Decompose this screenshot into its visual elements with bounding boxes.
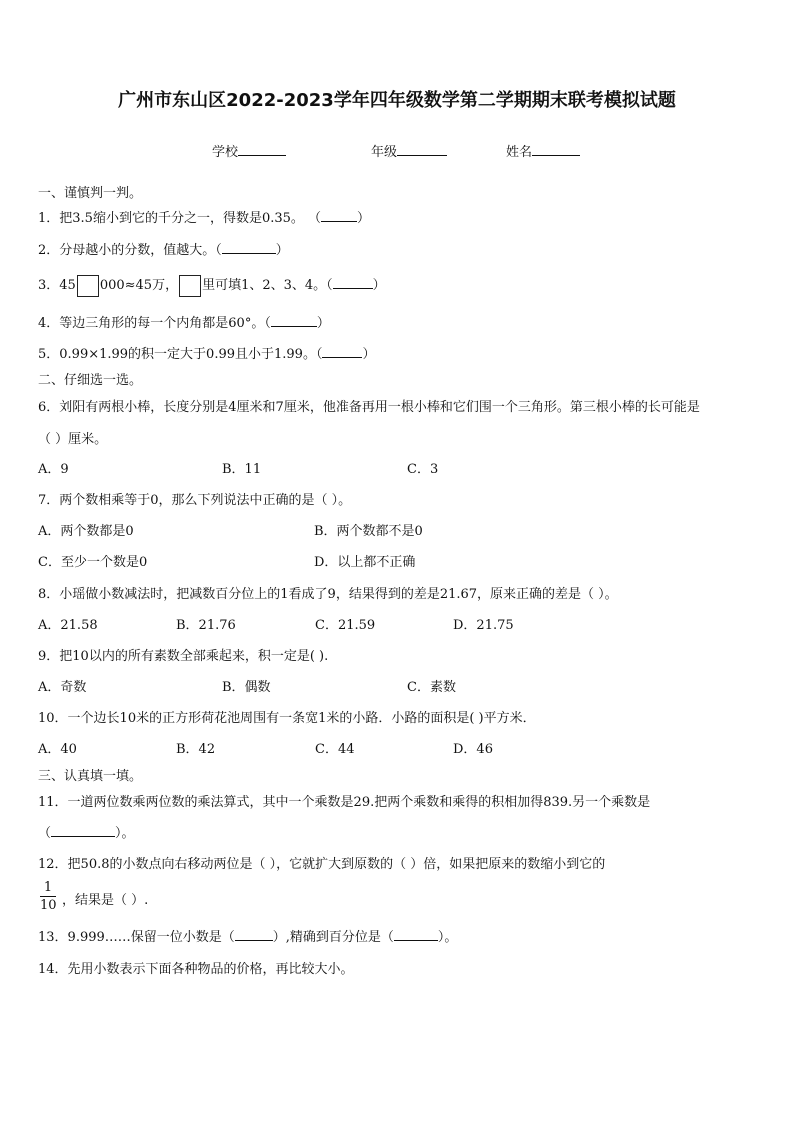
school-field <box>212 141 286 160</box>
section-3-heading: 三、认真填一填。 <box>38 769 143 784</box>
question-11-close: ）。 <box>115 826 135 841</box>
answer-blank <box>51 824 115 837</box>
question-9-option-a: A．奇数 <box>38 680 87 695</box>
question-6-option-c: C．3 <box>407 462 439 477</box>
digit-box <box>179 275 201 297</box>
question-6-stem-2: （ ）厘米。 <box>38 432 108 447</box>
answer-blank <box>394 928 438 941</box>
question-3-part4: ） <box>372 278 386 293</box>
question-6-option-a: A．9 <box>38 462 69 477</box>
question-1 <box>38 207 370 226</box>
question-9-option-c: C．素数 <box>407 680 456 695</box>
question-5-end: ） <box>362 347 376 362</box>
question-2-text: 2．分母越小的分数，值越大。（ <box>38 243 222 258</box>
question-4-text: 4．等边三角形的每一个内角都是60°。（ <box>38 316 271 331</box>
question-10-stem: 10．一个边长10米的正方形荷花池周围有一条宽1米的小路．小路的面积是( )平方米． <box>38 711 536 726</box>
question-11-open: （ <box>38 826 52 841</box>
answer-blank <box>235 928 273 941</box>
question-12-stem: 12．把50.8的小数点向右移动两位是（ ），它就扩大到原数的（ ）倍，如果把原来的数缩小到它的 <box>38 857 606 872</box>
question-8-option-c: C．21.59 <box>315 618 376 633</box>
name-label: 姓名 <box>506 145 533 160</box>
section-1-heading: 一、谨慎判一判。 <box>38 186 143 201</box>
question-3 <box>38 274 386 297</box>
question-14: 14．先用小数表示下面各种物品的价格，再比较大小。 <box>38 962 354 977</box>
question-9-stem: 9．把10以内的所有素数全部乘起来，积一定是( ). <box>38 649 329 664</box>
question-3-part2: 000≈45万， <box>99 278 179 293</box>
question-4-end: ） <box>316 316 330 331</box>
question-9-option-b: B．偶数 <box>222 680 271 695</box>
fraction-denominator: 10 <box>40 898 57 913</box>
grade-blank <box>397 143 447 156</box>
grade-label: 年级 <box>371 145 398 160</box>
question-7-option-c: C．至少一个数是0 <box>38 555 148 570</box>
question-6-option-b: B．11 <box>222 462 262 477</box>
question-12-stem-2: ，结果是（ ）. <box>62 893 149 908</box>
question-7-option-a: A．两个数都是0 <box>38 524 134 539</box>
question-8-option-a: A．21.58 <box>38 618 98 633</box>
question-10-option-a: A．40 <box>38 742 77 757</box>
question-13-part3: ）。 <box>437 930 458 945</box>
fraction-bar <box>40 896 56 897</box>
question-7-stem: 7．两个数相乘等于0，那么下列说法中正确的是（ ）。 <box>38 493 352 508</box>
question-2 <box>38 239 289 258</box>
fraction-one-tenth <box>40 880 56 913</box>
question-8-stem: 8．小瑶做小数减法时，把减数百分位上的1看成了9，结果得到的差是21.67，原来正确的差是（ ）。 <box>38 587 618 602</box>
school-label: 学校 <box>212 145 239 160</box>
question-8-option-d: D．21.75 <box>453 618 514 633</box>
question-10-option-d: D．46 <box>453 742 493 757</box>
answer-blank <box>322 345 362 358</box>
page-title: 广州市东山区2022-2023学年四年级数学第二学期期末联考模拟试题 <box>118 90 676 111</box>
question-6-stem: 6．刘阳有两根小棒，长度分别是4厘米和7厘米，他准备再用一根小棒和它们围一个三角形。第三根小棒的长可能是 <box>38 400 700 415</box>
question-13-part1: 13．9.999……保留一位小数是（ <box>38 930 235 945</box>
question-10-option-c: C．44 <box>315 742 355 757</box>
section-2-heading: 二、仔细选一选。 <box>38 373 143 388</box>
question-10-option-b: B．42 <box>176 742 216 757</box>
name-blank <box>532 143 580 156</box>
question-11-stem-2 <box>38 822 135 841</box>
question-13 <box>38 926 457 945</box>
answer-blank <box>222 241 276 254</box>
fraction-numerator: 1 <box>43 880 53 895</box>
answer-blank <box>271 314 317 327</box>
question-3-part1: 3．45 <box>38 278 76 293</box>
question-1-end: ） <box>357 211 371 226</box>
question-1-text: 1．把3.5缩小到它的千分之一，得数是0.35。 （ <box>38 211 322 226</box>
question-8-option-b: B．21.76 <box>176 618 236 633</box>
name-field <box>506 141 580 160</box>
question-13-part2: ）,精确到百分位是（ <box>272 930 394 945</box>
question-3-part3: 里可填1、2、3、4。（ <box>202 278 333 293</box>
question-11-stem: 11．一道两位数乘两位数的乘法算式，其中一个乘数是29.把两个乘数和乘得的积相加得839.另一个乘数是 <box>38 795 651 810</box>
digit-box <box>77 275 99 297</box>
answer-blank <box>333 276 373 289</box>
question-7-option-d: D．以上都不正确 <box>314 555 416 570</box>
question-2-end: ） <box>275 243 289 258</box>
question-7-option-b: B．两个数都不是0 <box>314 524 423 539</box>
school-blank <box>238 143 286 156</box>
question-5 <box>38 343 375 362</box>
question-4 <box>38 312 330 331</box>
grade-field <box>371 141 447 160</box>
question-5-text: 5．0.99×1.99的积一定大于0.99且小于1.99。（ <box>38 347 323 362</box>
answer-blank <box>321 209 357 222</box>
